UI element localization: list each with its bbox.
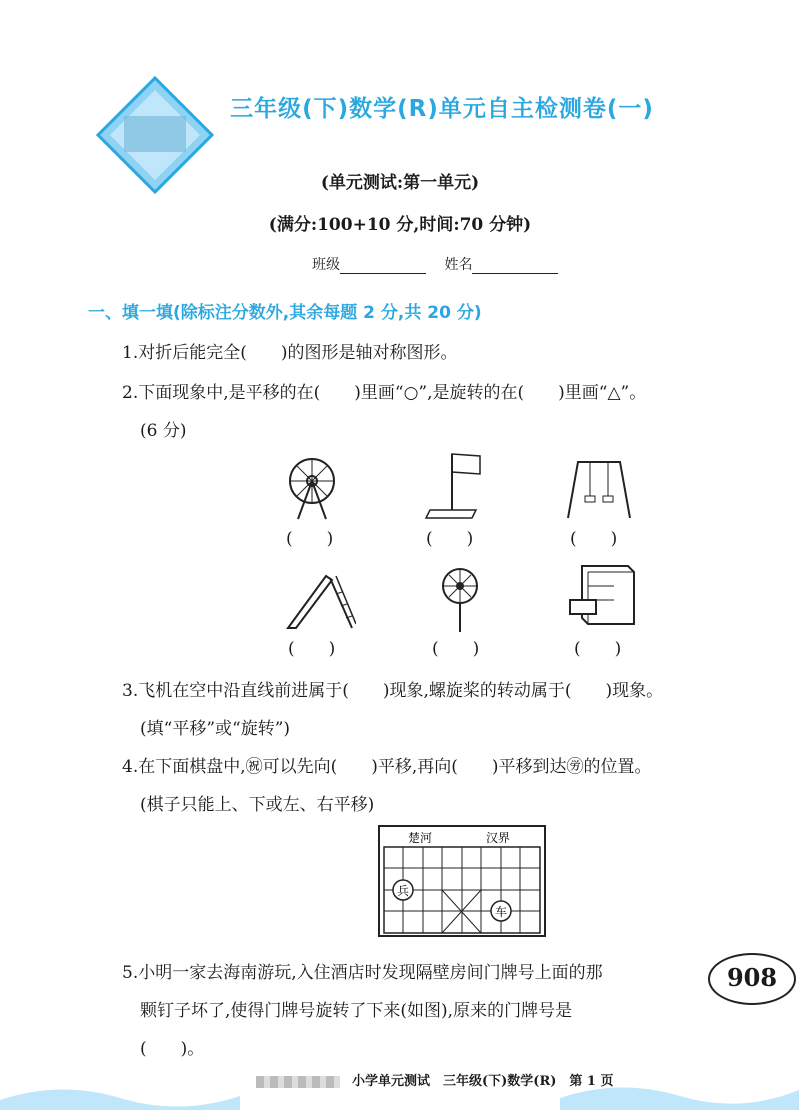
score-time: (满分:100+10 分,时间:70 分钟)	[268, 215, 532, 235]
pinwheel-icon	[440, 566, 480, 634]
question-2-line2: (6 分)	[140, 421, 187, 441]
name-field[interactable]	[472, 259, 558, 274]
footer-text: 小学单元测试 三年级(下)数学(R) 第 1 页	[352, 1074, 614, 1089]
page-footer	[256, 1070, 614, 1089]
question-2-line1: 2.下面现象中,是平移的在( )里画“○”,是旋转的在( )里画“△”。	[122, 383, 647, 403]
answer-paren-slide[interactable]: ( )	[288, 639, 336, 659]
river-label-left: 楚河	[408, 831, 433, 845]
answer-paren-ferris[interactable]: ( )	[286, 529, 334, 549]
question-3-line2: (填“平移”或“旋转”)	[140, 719, 291, 739]
question-1: 1.对折后能完全( )的图形是轴对称图形。	[122, 343, 458, 363]
river-label-right: 汉界	[486, 831, 511, 845]
answer-paren-swing[interactable]: ( )	[570, 529, 618, 549]
question-5-line2: 颗钉子坏了,使得门牌号旋转了下来(如图),原来的门牌号是	[140, 1001, 573, 1021]
student-fields	[312, 254, 572, 274]
door-plate: 908	[708, 953, 796, 1005]
question-5-line1: 5.小明一家去海南游玩,入住酒店时发现隔壁房间门牌号上面的那	[122, 963, 603, 983]
class-label: 班级	[312, 257, 340, 273]
question-3-line1: 3.飞机在空中沿直线前进属于( )现象,螺旋桨的转动属于( )现象。	[122, 681, 664, 701]
answer-paren-pinwheel[interactable]: ( )	[432, 639, 480, 659]
chess-board	[378, 825, 546, 937]
drawer-cabinet-icon	[568, 562, 636, 630]
page-title: 三年级(下)数学(R)单元自主检测卷(一)	[230, 96, 654, 122]
swing-icon	[564, 458, 634, 520]
ferris-wheel-icon	[282, 455, 342, 521]
name-label: 姓名	[444, 257, 473, 273]
unit-subtitle: (单元测试:第一单元)	[320, 173, 480, 193]
answer-paren-drawer[interactable]: ( )	[574, 639, 622, 659]
class-field[interactable]	[340, 259, 426, 274]
question-4-line2: (棋子只能上、下或左、右平移)	[140, 795, 375, 815]
question-4-line1: 4.在下面棋盘中,㊗可以先向( )平移,再向( )平移到达㊘的位置。	[122, 757, 652, 777]
answer-paren-flag[interactable]: ( )	[426, 529, 474, 549]
section-heading: 一、填一填(除标注分数外,其余每题 2 分,共 20 分)	[88, 303, 482, 323]
piece-che: 车	[495, 905, 508, 919]
logo-diamond	[96, 76, 214, 194]
piece-bing: 兵	[397, 884, 410, 898]
blurred-brand	[256, 1076, 340, 1088]
flag-pole-icon	[424, 450, 484, 520]
slide-icon	[286, 570, 356, 630]
question-5-line3: ( )。	[140, 1039, 205, 1059]
